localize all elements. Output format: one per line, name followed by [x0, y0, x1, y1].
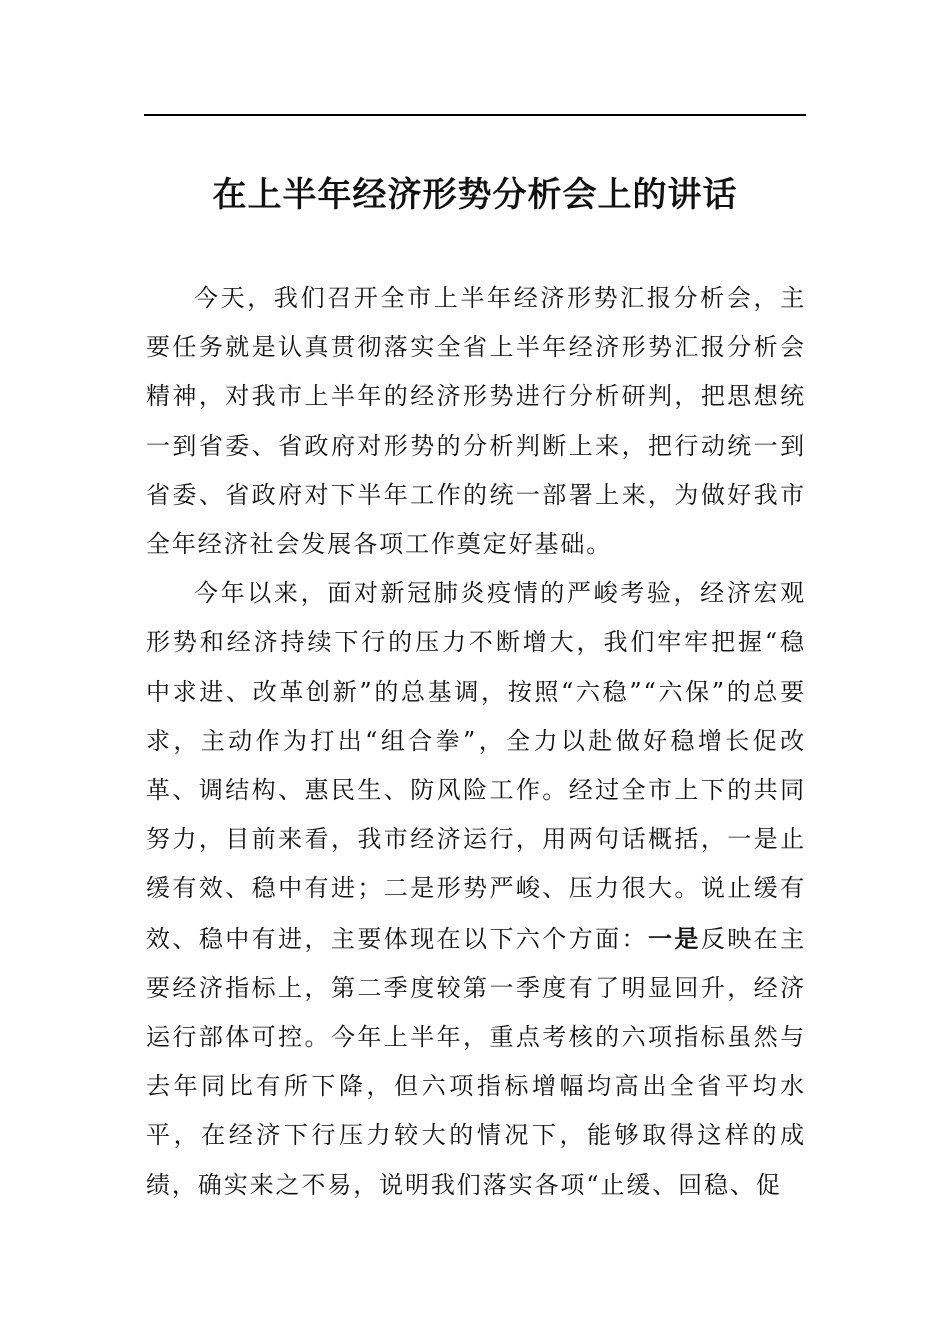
document-body [146, 274, 806, 1210]
paragraph-1: 今天，我们召开全市上半年经济形势汇报分析会，主要任务就是认真贯彻落实全省上半年经济形势汇报分析会精神，对我市上半年的经济形势进行分析研判，把思想统一到省委、省政府对形势的分析判断上来，把行动统一到省委、省政府对下半年工作的统一部署上来，为做好我市全年经济社会发展各项工作奠定好基础。 [146, 284, 806, 559]
document-title: 在上半年经济形势分析会上的讲话 [212, 175, 738, 215]
paragraph-2-emphasis: 一是 [647, 923, 701, 953]
paragraph-2-text-after: 反映在主要经济指标上，第二季度较第一季度有了明显回升，经济运行部体可控。今年上半年，重点考核的六项指标虽然与去年同比有所下降，但六项指标增幅均高出全省平均水平，在经济下行压力较大的情况下，能够取得这样的成绩，确实来之不易，说明我们落实各项“止缓、回稳、促 [146, 924, 806, 1199]
paragraph-2-text-before: 今年以来，面对新冠肺炎疫情的严峻考验，经济宏观形势和经济持续下行的压力不断增大，我们牢牢把握“稳中求进、改革创新”的总基调，按照“六稳”“六保”的总要求，主动作为打出“组合拳”，全力以赴做好稳增长促改革、调结构、惠民生、防风险工作。经过全市上下的共同努力，目前来看，我市经济运行，用两句话概括，一是止缓有效、稳中有进；二是形势严峻、压力很大。说止缓有效、稳中有进，主要体现在以下六个方面： [146, 579, 806, 953]
header-rule [144, 114, 806, 116]
paragraph-2 [146, 569, 806, 1210]
